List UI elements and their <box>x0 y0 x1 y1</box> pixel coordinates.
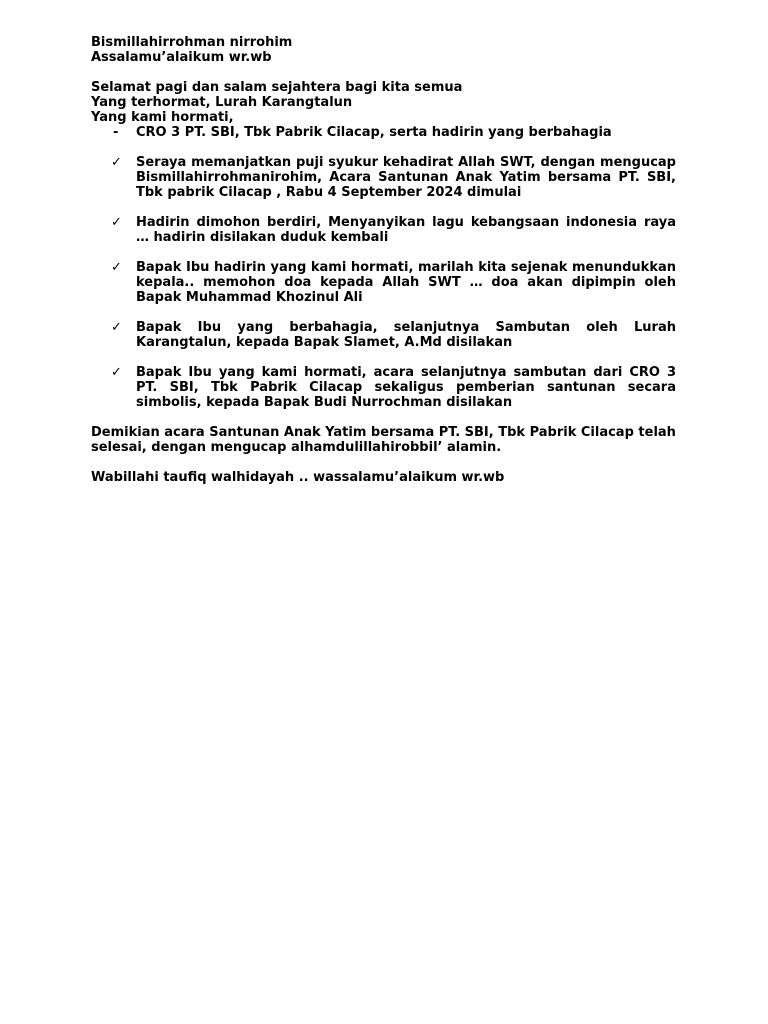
agenda-item-anthem <box>91 215 676 245</box>
spacer <box>91 65 676 80</box>
agenda-item-text: Bapak Ibu yang berbahagia, selanjutnya Sambutan oleh Lurah Karangtalun, kepada Bapak Slamet, A.Md disilakan <box>136 320 676 350</box>
greeting-line-3: Yang kami hormati, <box>91 110 234 125</box>
agenda-item-cro-speech <box>91 365 676 410</box>
check-icon: ✓ <box>111 260 122 275</box>
greeting-line-1: Selamat pagi dan salam sejahtera bagi kita semua <box>91 80 463 95</box>
check-icon: ✓ <box>111 320 122 335</box>
greeting-line-2: Yang terhormat, Lurah Karangtalun <box>91 95 353 110</box>
agenda-item-text: Seraya memanjatkan puji syukur kehadirat Allah SWT, dengan mengucap Bismillahirrohmanirohim, Acara Santunan Anak Yatim bersama PT. SBI, Tbk pabrik Cilacap , Rabu 4 September 2024 dimulai <box>136 155 676 200</box>
opening-line-2: Assalamu’alaikum wr.wb <box>91 50 272 65</box>
honored-guest-item <box>91 125 676 140</box>
agenda-item-lurah-speech <box>91 320 676 350</box>
agenda-item-opening <box>91 155 676 200</box>
closing-summary: Demikian acara Santunan Anak Yatim bersama PT. SBI, Tbk Pabrik Cilacap telah selesai, dengan mengucap alhamdulillahirobbil’ alamin. <box>91 425 676 455</box>
closing-farewell: Wabillahi taufiq walhidayah .. wassalamu’alaikum wr.wb <box>91 470 505 485</box>
check-icon: ✓ <box>111 365 122 380</box>
agenda-item-text: Bapak Ibu yang kami hormati, acara selanjutnya sambutan dari CRO 3 PT. SBI, Tbk Pabrik Cilacap sekaligus pemberian santunan secara simbolis, kepada Bapak Budi Nurrochman disilakan <box>136 365 676 410</box>
agenda-item-text: Hadirin dimohon berdiri, Menyanyikan lagu kebangsaan indonesia raya … hadirin disilakan duduk kembali <box>136 215 676 245</box>
check-icon: ✓ <box>111 215 122 230</box>
document-page <box>91 35 676 485</box>
agenda-item-text: Bapak Ibu hadirin yang kami hormati, marilah kita sejenak menundukkan kepala.. memohon doa kepada Allah SWT … doa akan dipimpin oleh Bapak Muhammad Khozinul Ali <box>136 260 676 305</box>
opening-line-1: Bismillahirrohman nirrohim <box>91 35 293 50</box>
dash-bullet: - <box>113 125 119 140</box>
check-icon: ✓ <box>111 155 122 170</box>
agenda-item-prayer <box>91 260 676 305</box>
honored-guest-text: CRO 3 PT. SBI, Tbk Pabrik Cilacap, serta hadirin yang berbahagia <box>136 125 612 140</box>
